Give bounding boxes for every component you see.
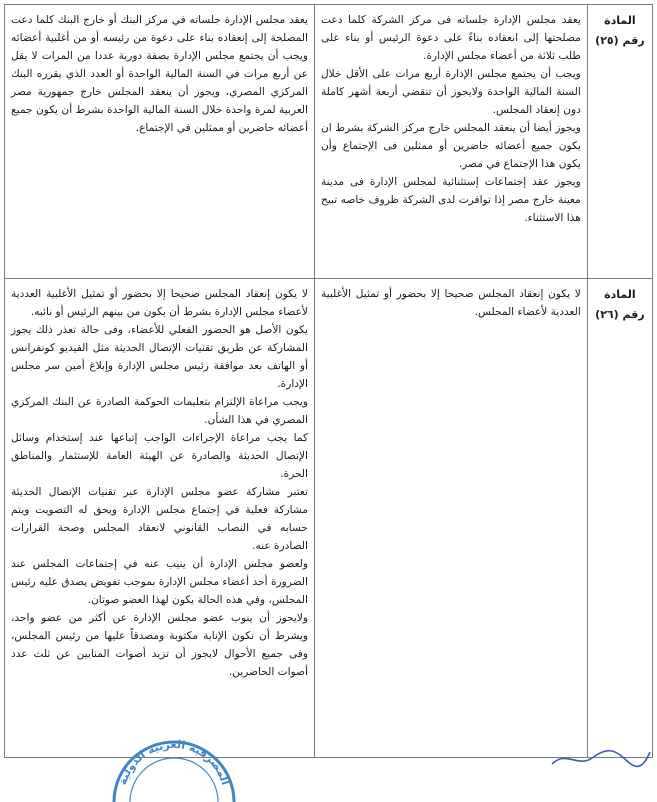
amended-paragraph: ولعضو مجلس الإدارة أن ينيب عنه في إجتماعات المجلس عند الضرورة أحد أعضاء مجلس الإدارة بموجب تفويض يصدق عليه رئيس المجلس، وفي هذه الحالة يكون لهذا العضو صوتان. <box>11 558 308 606</box>
article-label: المادة <box>604 14 636 27</box>
article-number-cell <box>587 5 652 279</box>
bank-stamp-seal <box>110 738 238 802</box>
amended-paragraph: تعتبر مشاركة عضو مجلس الإدارة عبر تقنيات الإتصال الحديثة مشاركة فعلية في إجتماع مجلس الإدارة ويحق له التصويت ويتم حسابه في النصاب القانوني لانعقاد المجلس وصحة القرارات الصادرة عنه. <box>11 486 308 552</box>
amended-paragraph: يكون الأصل هو الحضور الفعلي للأعضاء، وفى حالة تعذر ذلك يجوز المشاركة عن طريق تقنيات الإتصال الحديثة مثل الفيديو كونفرانس أو الهاتف بعد موافقة رئيس مجلس الإدارة وإبلاغ أمين سر مجلس الإدارة. <box>11 324 308 390</box>
article-number: رقم (٢٦) <box>595 308 645 321</box>
original-paragraph: ويجوز عقد إجتماعات إستثنائية لمجلس الإدارة فى مدينة معينة خارج مصر إذا توافرت لدى الشركة ظروف خاصه تبيح هذا الاستثناء. <box>320 176 581 224</box>
amended-paragraph: كما يجب مراعاة الإجراءات الواجب إتباعها عند إستخدام وسائل الإتصال الحديثة والصادرة عن الهيئة العامة للإستثمار والمناطق الحرة. <box>11 432 308 480</box>
original-text-cell <box>314 5 587 279</box>
original-paragraph: ويجوز أيضا أن ينعقد المجلس خارج مركز الشركة بشرط ان يكون جميع أعضائه حاضرين أو ممثلين فى الإجتماع وأن يكون هذا الإجتماع في مصر. <box>320 122 581 170</box>
article-label: المادة <box>604 288 636 301</box>
original-paragraph: يعقد مجلس الإدارة جلساته فى مركز الشركة كلما دعت مصلحتها إلى انعقاده بناءً على دعوة الرئيس أو بناء على طلب ثلاثة من أعضاء مجلس الإدارة. <box>320 14 581 62</box>
articles-table <box>4 4 653 758</box>
amended-text-cell <box>5 5 315 279</box>
svg-text:المصرفية العربية الدولية: المصرفية العربية الدولية <box>115 738 233 787</box>
amended-paragraph: ولايجوز أن ينوب عضو مجلس الإدارة عن أكثر من عضو واحد، ويشرط أن تكون الإنابة مكتوبة ومصدقاً عليها من رئيس المجلس، وفى جميع الأحوال لايجوز أن تزيد أصوات المنابين عن ثلث عدد أصوات الحاضرين. <box>11 612 308 678</box>
amended-paragraph: يعقد مجلس الإدارة جلساته في مركز البنك أو خارج البنك كلما دعت المصلحة إلى إنعقاده بناء على دعوة من رئيسه أو من أغلبية أعضائه ويجب أن يجتمع مجلس الإدارة بصفة دورية عددا من المرات لا يقل عن أربع مرات في السنة المالية الواحدة أو العدد الذي يقرره البنك المركزي المصري، ويجوز أن ينعقد المجلس خارج جمهورية مصر العربية لمرة واحدة خلال السنة المالية الواحدة بشرط أن يكون جميع أعضائه حاضرين أو ممثلين في الإجتماع. <box>11 14 308 134</box>
signature-mark <box>548 744 652 770</box>
amended-paragraph: ويجب مراعاة الإلتزام بتعليمات الحوكمة الصادرة عن البنك المركزي المصري في هذا الشأن. <box>11 396 308 426</box>
article-number-cell <box>587 279 652 758</box>
original-paragraph: لا يكون إنعقاد المجلس صحيحا إلا بحضور أو تمثيل الأغلبية العددية لأعضاء المجلس. <box>320 288 581 318</box>
article-row <box>5 279 653 758</box>
article-number: رقم (٢٥) <box>595 34 645 47</box>
amended-paragraph: لا يكون إنعقاد المجلس صحيحا إلا بحضور أو تمثيل الأغلبية العددية لأعضاء مجلس الإدارة بشرط أن يكون من بينهم الرئيس أو نائبه. <box>11 288 308 318</box>
amended-text-cell <box>5 279 315 758</box>
original-paragraph: ويجب أن يجتمع مجلس الإدارة أربع مرات على الأقل خلال السنة المالية الواحدة ولايجوز أن تنقضي أربعة أشهر كاملة دون إنعقاد المجلس. <box>320 68 581 116</box>
original-text-cell <box>314 279 587 758</box>
article-row <box>5 5 653 279</box>
